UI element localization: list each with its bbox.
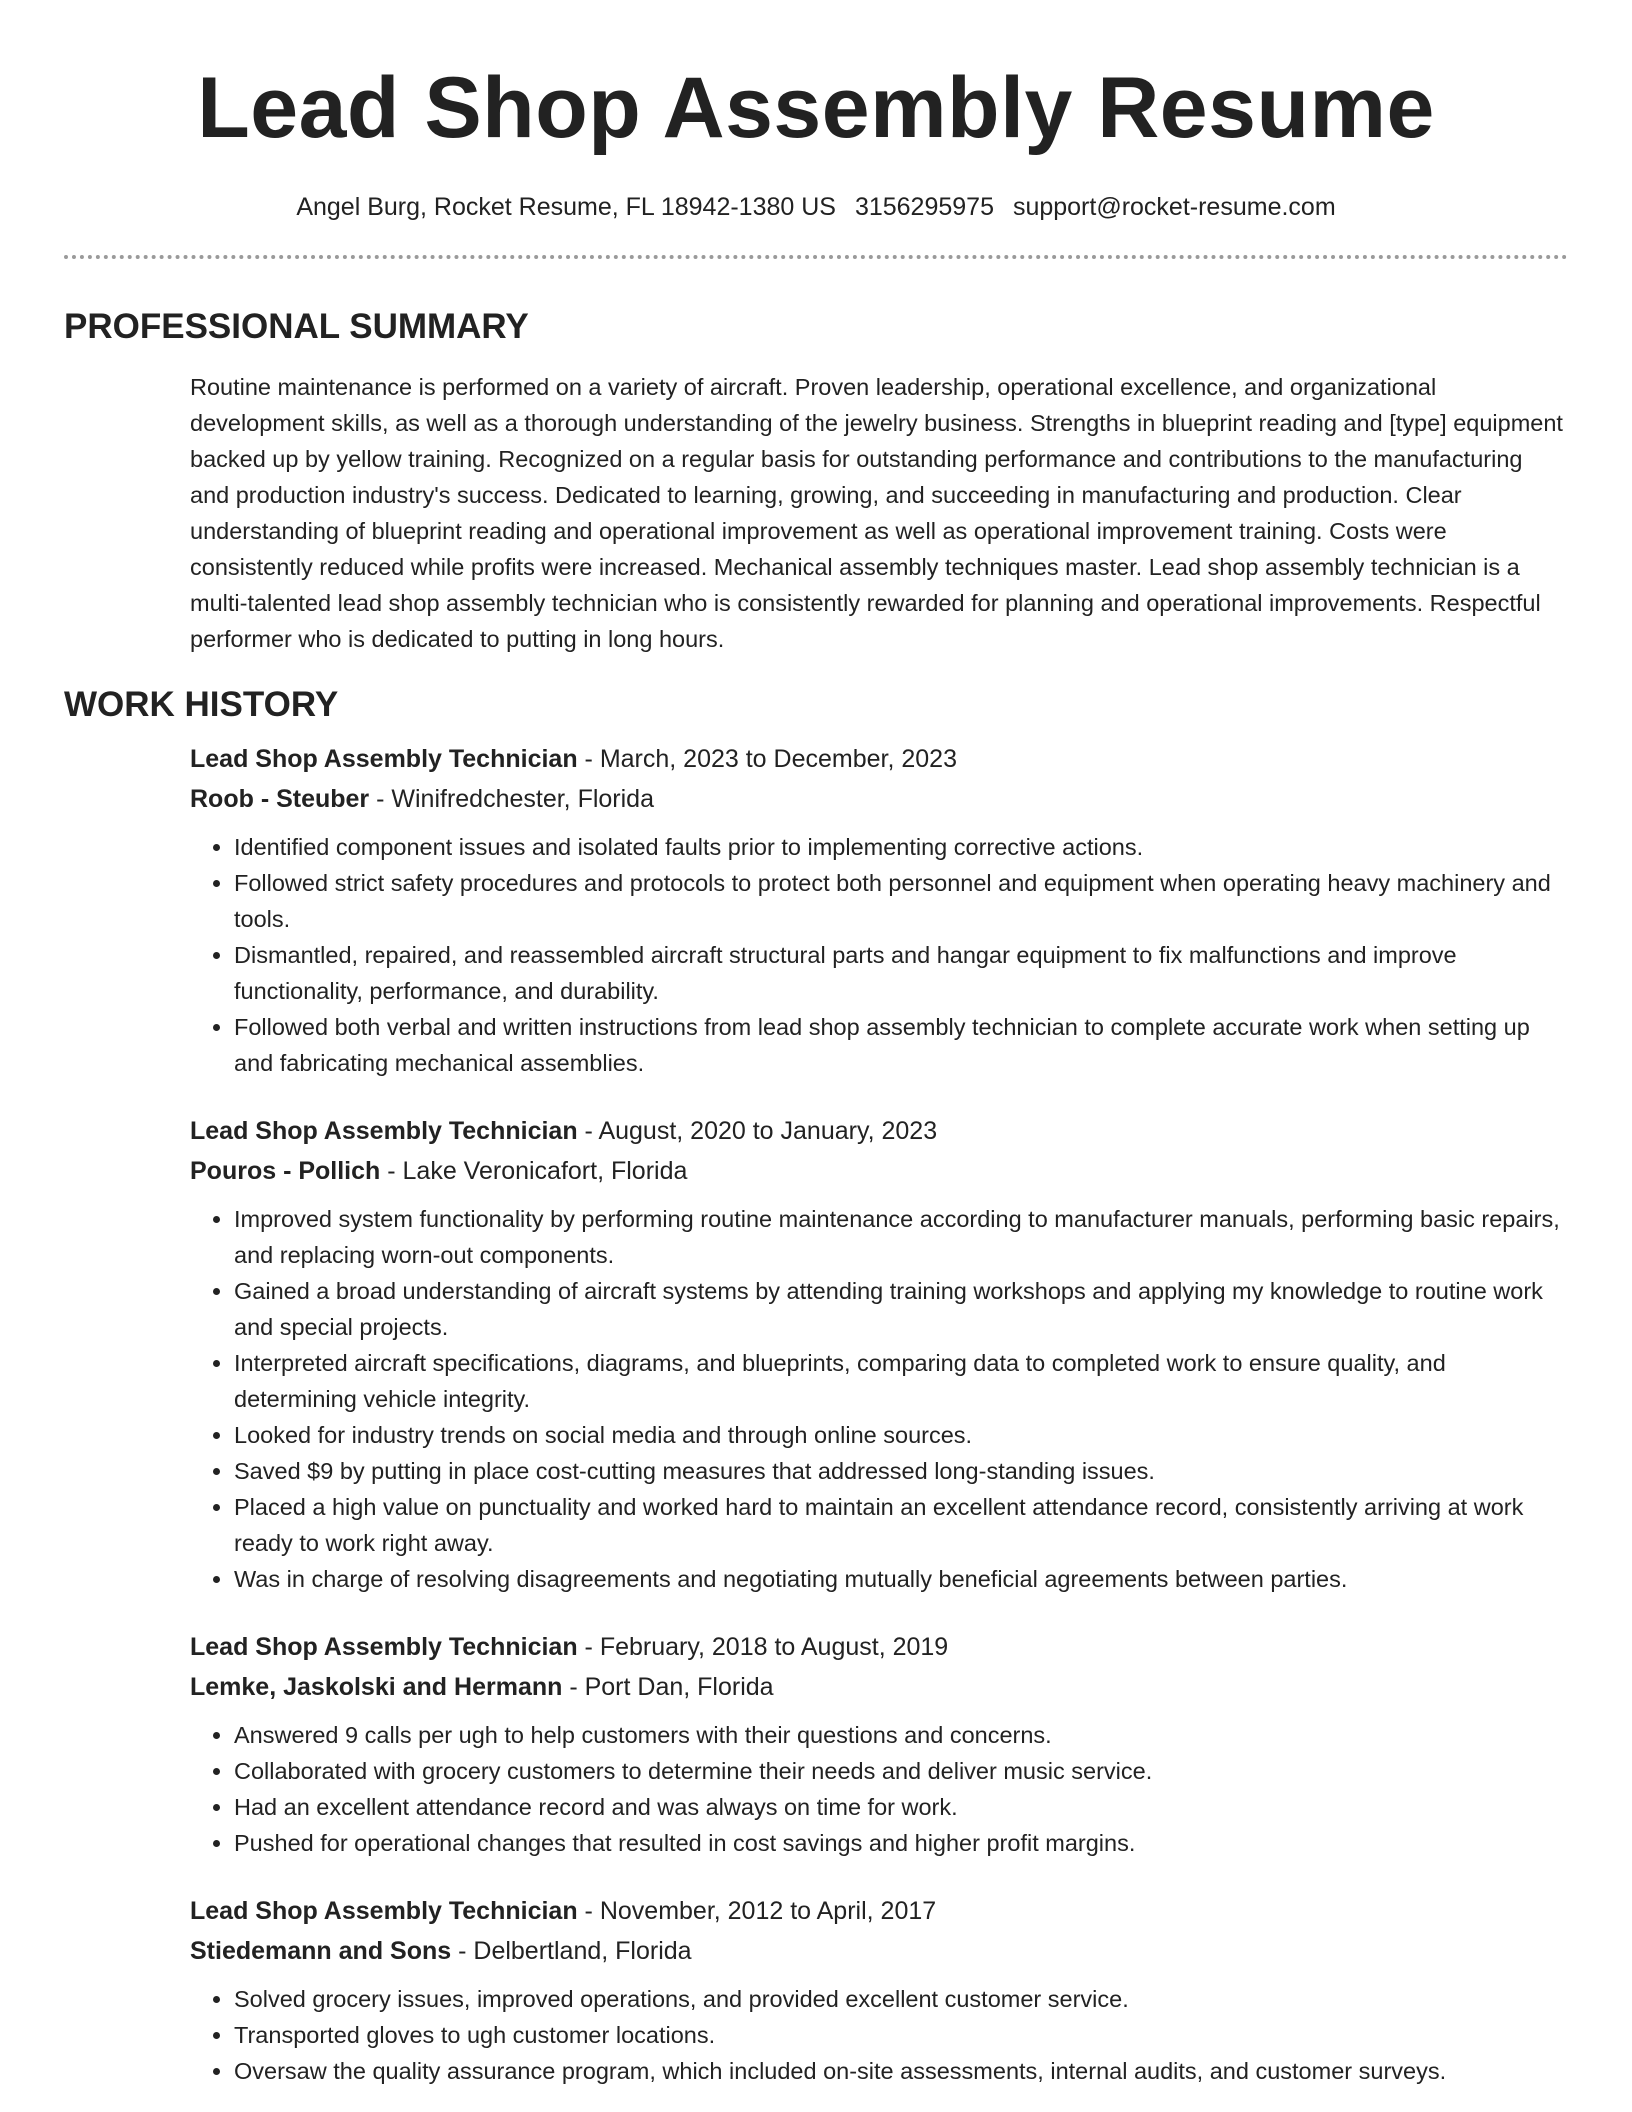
job-company-line <box>190 779 1568 819</box>
job-title-line <box>190 1891 1568 1931</box>
job-bullet: • Was in charge of resolving disagreements and negotiating mutually beneficial agreements between parties. <box>234 1561 1568 1597</box>
work-history-list <box>190 739 1568 2089</box>
job-company: Pouros - Pollich <box>190 1157 381 1185</box>
job-dates: - August, 2020 to January, 2023 <box>577 1117 938 1145</box>
job-location: - Winifredchester, Florida <box>369 785 654 813</box>
job-entry <box>190 1111 1568 1597</box>
job-company-line <box>190 1931 1568 1971</box>
job-company: Stiedemann and Sons <box>190 1937 452 1965</box>
job-company: Roob - Steuber <box>190 785 370 813</box>
job-bullet: • Looked for industry trends on social media and through online sources. <box>234 1417 1568 1453</box>
job-title: Lead Shop Assembly Technician <box>190 1897 578 1925</box>
job-bullet: • Transported gloves to ugh customer locations. <box>234 2017 1568 2053</box>
job-bullet: • Improved system functionality by performing routine maintenance according to manufacturer manuals, performing basic repairs, and replacing worn-out components. <box>234 1201 1568 1273</box>
job-title: Lead Shop Assembly Technician <box>190 1117 578 1145</box>
job-title-line <box>190 1627 1568 1667</box>
job-bullet: • Had an excellent attendance record and was always on time for work. <box>234 1789 1568 1825</box>
job-title-line <box>190 1111 1568 1151</box>
job-bullet: • Answered 9 calls per ugh to help customers with their questions and concerns. <box>234 1717 1568 1753</box>
job-location: - Port Dan, Florida <box>562 1673 774 1701</box>
summary-heading: PROFESSIONAL SUMMARY <box>64 307 529 346</box>
job-bullet: • Solved grocery issues, improved operations, and provided excellent customer service. <box>234 1981 1568 2017</box>
job-company: Lemke, Jaskolski and Hermann <box>190 1673 563 1701</box>
job-bullet: • Gained a broad understanding of aircraft systems by attending training workshops and applying my knowledge to routine work and special projects. <box>234 1273 1568 1345</box>
header-divider <box>64 255 1568 259</box>
job-dates: - March, 2023 to December, 2023 <box>577 745 957 773</box>
contact-phone: 3156295975 <box>854 193 994 221</box>
job-entry <box>190 739 1568 1081</box>
job-entry <box>190 1891 1568 2089</box>
contact-address: Angel Burg, Rocket Resume, FL 18942-1380 US <box>296 193 836 221</box>
job-location: - Delbertland, Florida <box>451 1937 692 1965</box>
job-title: Lead Shop Assembly Technician <box>190 745 578 773</box>
resume-title: Lead Shop Assembly Resume <box>197 60 1435 156</box>
job-dates: - February, 2018 to August, 2019 <box>577 1633 949 1661</box>
contact-email: support@rocket-resume.com <box>1012 193 1336 221</box>
job-bullet: • Pushed for operational changes that resulted in cost savings and higher profit margins. <box>234 1825 1568 1861</box>
job-bullet: • Collaborated with grocery customers to determine their needs and deliver music service. <box>234 1753 1568 1789</box>
job-bullets <box>190 1981 1568 2089</box>
work-history-heading: WORK HISTORY <box>64 685 339 724</box>
job-bullet: • Interpreted aircraft specifications, diagrams, and blueprints, comparing data to completed work to ensure quality, and determining vehicle integrity. <box>234 1345 1568 1417</box>
job-bullets <box>190 1717 1568 1861</box>
job-bullets <box>190 829 1568 1081</box>
job-company-line <box>190 1151 1568 1191</box>
job-title-line <box>190 739 1568 779</box>
job-bullets <box>190 1201 1568 1597</box>
summary-text: Routine maintenance is performed on a variety of aircraft. Proven leadership, operational excellence, and organizational development skills, as well as a thorough understanding of the jewelry business. Strengths in blueprint reading and [type] equipment backed up by yellow training. Recognized on a regular basis for outstanding performance and contributions to the manufacturing and production industry's success. Dedicated to learning, growing, and succeeding in manufacturing and production. Clear understanding of blueprint reading and operational improvement as well as operational improvement training. Costs were consistently reduced while profits were increased. Mechanical assembly techniques master. Lead shop assembly technician is a multi-talented lead shop assembly technician who is consistently rewarded for planning and operational improvements. Respectful performer who is dedicated to putting in long hours. <box>190 374 1563 652</box>
job-bullet: • Dismantled, repaired, and reassembled aircraft structural parts and hangar equipment to fix malfunctions and improve functionality, performance, and durability. <box>234 937 1568 1009</box>
job-entry <box>190 1627 1568 1861</box>
job-company-line <box>190 1667 1568 1707</box>
job-title: Lead Shop Assembly Technician <box>190 1633 578 1661</box>
job-bullet: • Followed strict safety procedures and protocols to protect both personnel and equipment when operating heavy machinery and tools. <box>234 865 1568 937</box>
job-dates: - November, 2012 to April, 2017 <box>577 1897 937 1925</box>
job-bullet: • Identified component issues and isolated faults prior to implementing corrective actions. <box>234 829 1568 865</box>
job-bullet: • Followed both verbal and written instructions from lead shop assembly technician to complete accurate work when setting up and fabricating mechanical assemblies. <box>234 1009 1568 1081</box>
contact-line <box>0 192 1632 222</box>
job-bullet: • Oversaw the quality assurance program, which included on-site assessments, internal audits, and customer surveys. <box>234 2053 1568 2089</box>
job-bullet: • Placed a high value on punctuality and worked hard to maintain an excellent attendance record, consistently arriving at work ready to work right away. <box>234 1489 1568 1561</box>
job-bullet: • Saved $9 by putting in place cost-cutting measures that addressed long-standing issues. <box>234 1453 1568 1489</box>
job-location: - Lake Veronicafort, Florida <box>380 1157 688 1185</box>
